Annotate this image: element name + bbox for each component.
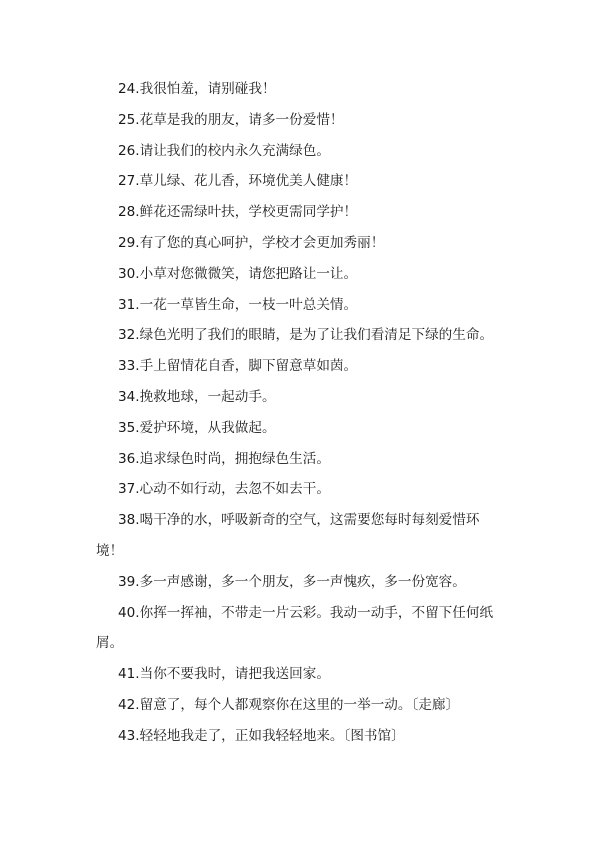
list-item-30 xyxy=(96,259,508,290)
text-line: 36.追求绿色时尚，拥抱绿色生活。 xyxy=(118,450,330,467)
list-item-34 xyxy=(96,382,508,413)
text-line: 29.有了您的真心呵护，学校才会更加秀丽！ xyxy=(118,234,385,251)
list-item-42 xyxy=(96,690,508,721)
list-item-31 xyxy=(96,290,508,321)
text-line: 41.当你不要我时，请把我送回家。 xyxy=(118,666,330,683)
list-item-28 xyxy=(96,197,508,228)
list-item-36 xyxy=(96,444,508,475)
list-item-29 xyxy=(96,228,508,259)
text-line: 32.绿色光明了我们的眼睛，是为了让我们看清足下绿的生命。 xyxy=(118,327,494,344)
text-line: 37.心动不如行动，去忽不如去干。 xyxy=(118,481,330,498)
list-item-27 xyxy=(96,166,508,197)
text-line-continuation: 屑。 xyxy=(96,635,124,652)
text-line: 34.挽救地球，一起动手。 xyxy=(118,388,276,405)
list-item-40 xyxy=(96,598,508,660)
text-line: 33.手上留情花自香，脚下留意草如茵。 xyxy=(118,358,358,375)
text-line: 30.小草对您微微笑，请您把路让一让。 xyxy=(118,265,358,282)
text-line: 31.一花一草皆生命，一枝一叶总关情。 xyxy=(118,296,358,313)
text-line: 25.花草是我的朋友，请多一份爱惜！ xyxy=(118,111,344,128)
list-item-38 xyxy=(96,505,508,567)
text-line: 26.请让我们的校内永久充满绿色。 xyxy=(118,142,330,159)
text-line: 27.草儿绿、花儿香，环境优美人健康！ xyxy=(118,173,358,190)
text-line: 42.留意了，每个人都观察你在这里的一举一动。〔走廊〕 xyxy=(118,696,460,713)
list-item-25 xyxy=(96,105,508,136)
text-line: 39.多一声感谢，多一个朋友，多一声愧疚，多一份宽容。 xyxy=(118,573,466,590)
text-line: 24.我很怕羞，请别碰我！ xyxy=(118,81,276,97)
list-item-37 xyxy=(96,474,508,505)
document-body xyxy=(96,74,508,752)
list-item-26 xyxy=(96,136,508,167)
text-line: 38.喝干净的水，呼吸新奇的空气，这需要您每时每刻爱惜环 xyxy=(118,512,480,529)
text-line: 40.你挥一挥袖，不带走一片云彩。我动一动手，不留下任何纸 xyxy=(118,604,494,621)
text-line-continuation: 境！ xyxy=(96,542,124,559)
text-line: 28.鲜花还需绿叶扶，学校更需同学护！ xyxy=(118,204,358,221)
list-item-43 xyxy=(96,721,508,752)
text-line: 35.爱护环境，从我做起。 xyxy=(118,419,276,436)
text-line: 43.轻轻地我走了，正如我轻轻地来。〔图书馆〕 xyxy=(118,727,405,744)
list-item-33 xyxy=(96,351,508,382)
list-item-41 xyxy=(96,659,508,690)
list-item-39 xyxy=(96,567,508,598)
list-item-35 xyxy=(96,413,508,444)
list-item-24 xyxy=(96,74,508,105)
list-item-32 xyxy=(96,320,508,351)
